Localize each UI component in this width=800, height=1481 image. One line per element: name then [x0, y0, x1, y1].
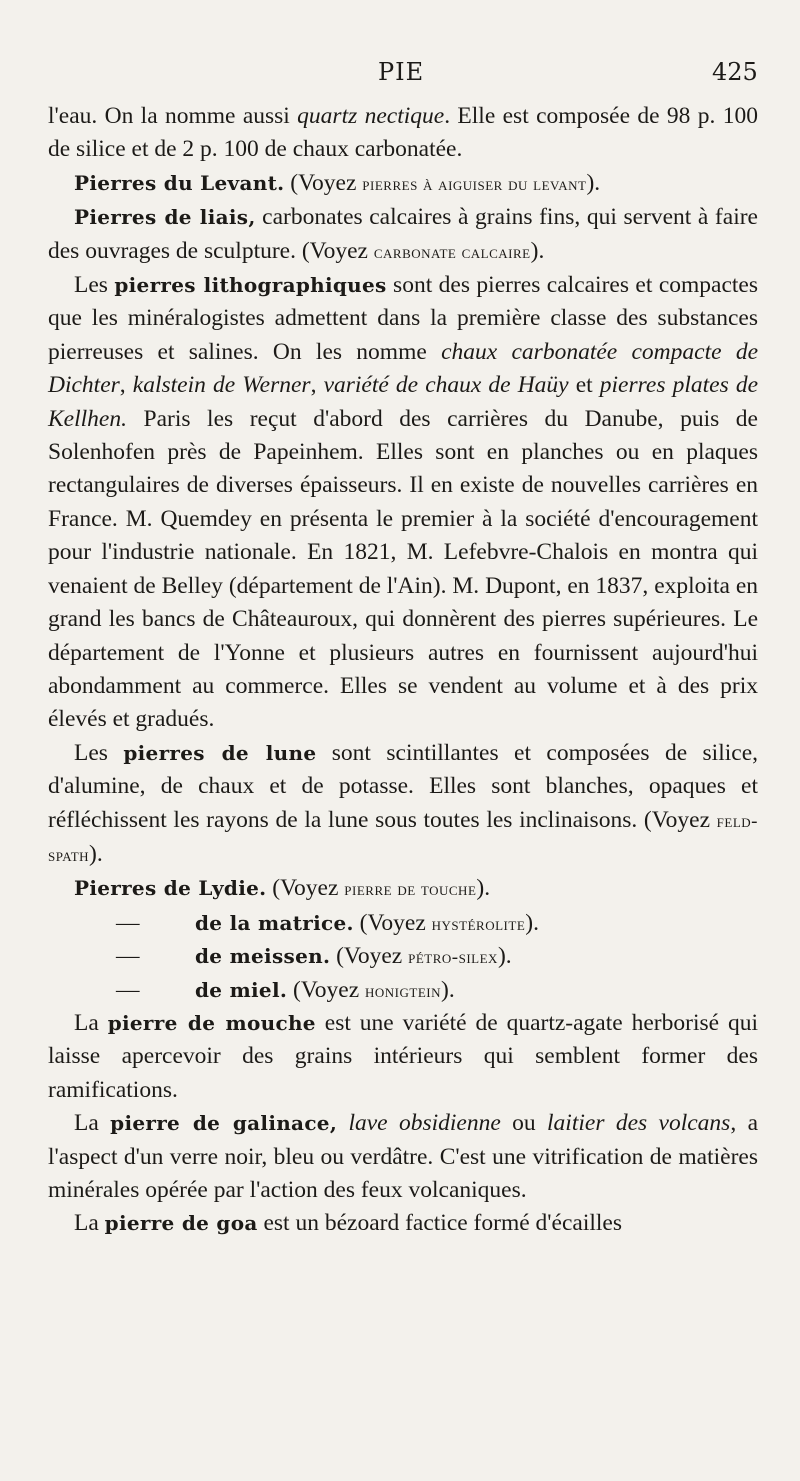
italic-term: laitier des volcans [547, 1110, 731, 1137]
page-number: 425 [712, 58, 758, 86]
subentry-de-miel [48, 974, 758, 1007]
subentry-text [195, 974, 455, 1008]
cross-reference: pierre de touche [344, 879, 477, 901]
text-run: ). [89, 840, 103, 867]
text-run: ou [500, 1110, 548, 1137]
entry-pierre-de-mouche [48, 1007, 758, 1107]
cross-reference: hystérolite [431, 913, 526, 935]
text-run: (Voyez [330, 943, 409, 970]
italic-term: kalstein de Werner [132, 372, 311, 399]
entry-headword: pierre de galinace, [110, 1111, 338, 1136]
entry-headword: pierre de mouche [107, 1010, 316, 1035]
text-run: Les [74, 739, 124, 766]
text-run: , [310, 372, 324, 399]
text-run: ). [586, 169, 601, 196]
entry-pierres-du-levant [48, 167, 758, 201]
subentry-de-la-matrice [48, 907, 758, 940]
running-head: PIE [378, 58, 425, 86]
cross-reference: pierres à aiguiser du levant [362, 173, 587, 195]
text-run: est une variété de quartz-agate herborisé qui laisse apercevoir des grains intérieurs qui semblent former des ramifications. [48, 1009, 759, 1103]
italic-term: lave obsidienne [348, 1110, 501, 1137]
cross-reference: carbonate calcaire [373, 241, 531, 263]
italic-term: variété de chaux de Haüy [323, 372, 569, 399]
text-run: , a l'aspect d'un verre noir, bleu ou verdâtre. C'est une vitrification de matières minérales opérée par l'action des feux volcaniques. [48, 1110, 758, 1203]
text-run: La [74, 1009, 108, 1036]
text-run: La [74, 1210, 105, 1237]
italic-term: pierres plates de Kellhen. [48, 372, 759, 432]
entry-headword: Pierres de Lydie. [74, 876, 267, 901]
text-run [337, 1110, 348, 1136]
subentry-text [195, 907, 539, 941]
entry-headword: pierre de goa [104, 1211, 258, 1236]
text-run: (Voyez [266, 875, 345, 902]
cross-reference: pétro-silex [408, 947, 498, 969]
subentry-text [195, 940, 512, 974]
ditto-dash: — [116, 909, 140, 936]
text-run: La [74, 1110, 111, 1137]
text-run: est un bézoard factice formé d'écailles [257, 1210, 622, 1237]
text-run: sont scintillantes et composées de silice, d'alumine, de chaux et de potasse. Elles sont blanches, opaques et réfléchissent les rayons de la lune sous toutes les inclinaisons. (Voyez [48, 739, 759, 833]
ditto-dash: — [116, 943, 140, 970]
text-run: ). [530, 237, 545, 264]
text-run: l'eau. On la nomme aussi [48, 103, 298, 129]
entry-headword: Pierres du Levant. [74, 170, 285, 195]
italic-term: chaux carbonatée compacte de Dichter [48, 338, 758, 399]
text-run: carbonates calcaires à grains fins, qui servent à faire des ouvrages de sculpture. (Voyez [48, 204, 758, 264]
text-run: (Voyez [353, 909, 432, 936]
page-header [0, 58, 800, 98]
entry-headword: pierres lithographiques [114, 273, 387, 298]
entry-pierres-lithographiques [48, 269, 758, 737]
entry-headword: de miel. [195, 977, 288, 1002]
entry-pierres-de-liais [48, 201, 758, 269]
entry-pierre-de-goa [48, 1207, 758, 1240]
entry-headword: de la matrice. [195, 910, 354, 935]
entry-pierres-de-lydie [48, 872, 758, 906]
paragraph-quartz-nectique [48, 100, 758, 167]
text-run: (Voyez [287, 976, 366, 1003]
entry-pierres-de-lune [48, 737, 758, 873]
text-run: ). [497, 943, 512, 970]
text-run: sont des pierres calcaires et compactes que les minéralogistes admettent dans la première classe des substances pierreuses et salines. On les nomme [48, 272, 758, 365]
entry-headword: pierres de lune [123, 740, 317, 765]
text-run: , [119, 372, 133, 399]
subentry-de-meissen [48, 940, 758, 973]
cross-reference: feld-spath [48, 810, 758, 866]
text-run: et [568, 372, 600, 399]
entry-headword: de meissen. [195, 944, 331, 969]
text-run: ). [441, 976, 455, 1003]
text-run: ). [476, 875, 491, 902]
body-text [48, 100, 758, 1241]
ditto-dash: — [116, 976, 140, 1003]
italic-term: quartz nectique [297, 103, 445, 129]
cross-reference: honigtein [365, 980, 441, 1002]
entry-pierre-de-galinace [48, 1107, 758, 1207]
text-run: . Elle est composée de 98 p. 100 de silice et de 2 p. 100 de chaux carbonatée. [48, 103, 758, 163]
text-run: Les [74, 272, 115, 299]
text-run: (Voyez [284, 169, 363, 196]
text-run: ). [525, 909, 539, 936]
entry-headword: Pierres de liais, [74, 205, 256, 230]
text-run: Paris les reçut d'abord des carrières du Danube, puis de Solenhofen près de Papeinhem. Elles sont en planches ou en plaques rectangulaires de diverses épaisseurs. Il en existe de nouvelles carrières en France. M. Quemdey en présenta le premier à la société d'encouragement pour l'industrie nationale. En 1821, M. Lefebvre-Chalois en montra qui venaient de Belley (département de l'Ain). M. Dupont, en 1837, exploita en grand les bancs de Châteauroux, qui donnèrent des pierres supérieures. Le département de l'Yonne et plusieurs autres en fournissent aujourd'hui abondamment au commerce. Elles se vendent au volume et à des prix élevés et gradués. [48, 405, 758, 733]
